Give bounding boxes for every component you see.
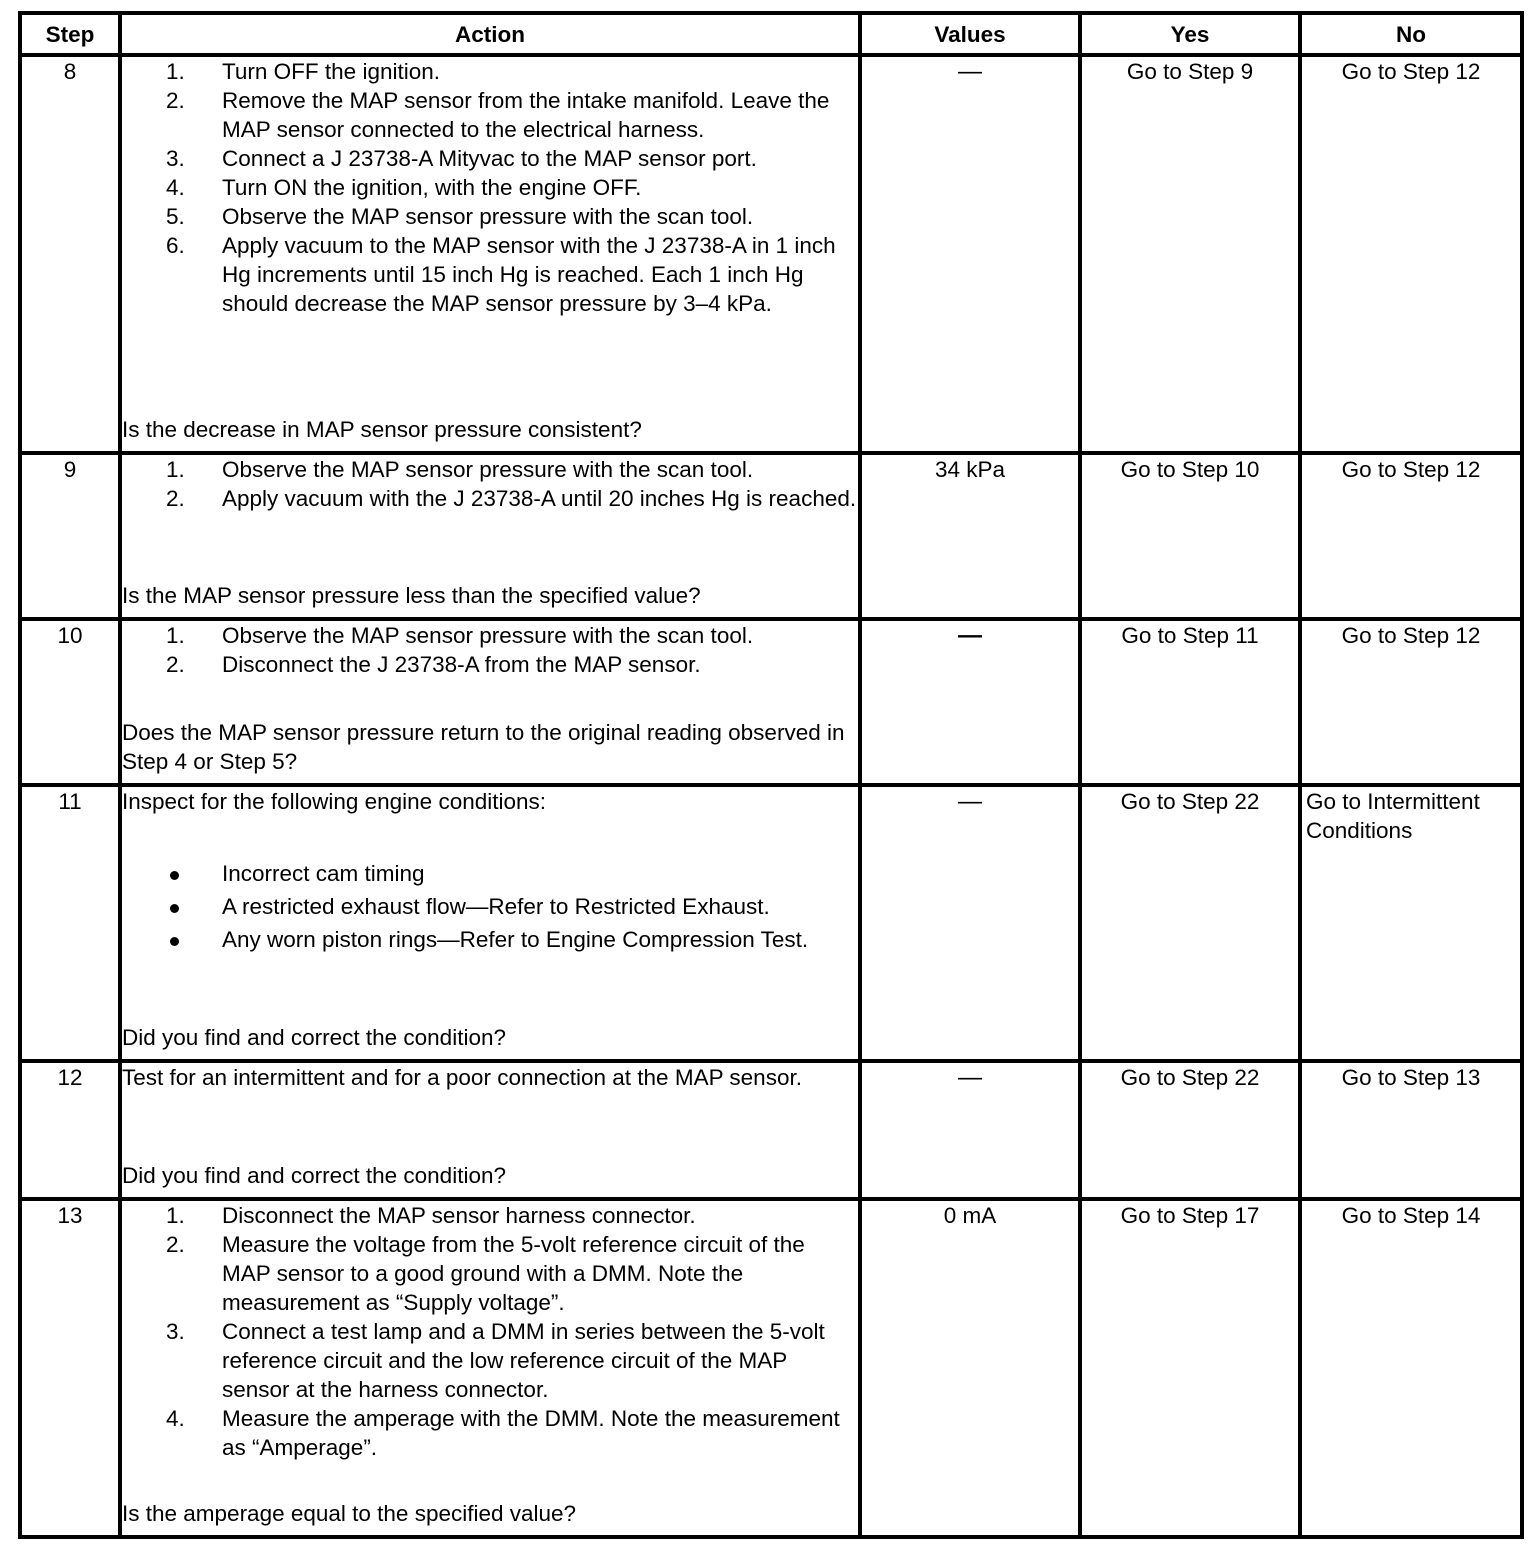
list-item: 6. Apply vacuum to the MAP sensor with the J 23738-A in 1 inch Hg increments until 15 inch Hg is reached. Each 1 inch Hg should decrease the MAP sensor pressure by 3–4 kPa. — [166, 233, 836, 316]
yes-cell: Go to Step 17 — [1080, 1199, 1300, 1537]
list-item: 1. Disconnect the MAP sensor harness connector. — [166, 1203, 696, 1228]
step-number: 9 — [20, 453, 120, 619]
header-yes: Yes — [1080, 13, 1300, 55]
condition-list — [122, 859, 858, 958]
step-number: 8 — [20, 55, 120, 453]
table-row — [20, 785, 1522, 1061]
action-steps — [122, 455, 858, 513]
action-question: Is the amperage equal to the specified value? — [122, 1501, 577, 1526]
list-item: Incorrect cam timing — [122, 859, 858, 888]
list-item: Any worn piston rings—Refer to Engine Compression Test. — [122, 925, 858, 954]
diagnostic-table — [18, 11, 1524, 1539]
table-row — [20, 1199, 1522, 1537]
list-item: 2. Remove the MAP sensor from the intake manifold. Leave the MAP sensor connected to the electrical harness. — [166, 88, 830, 142]
action-question: Did you find and correct the condition? — [122, 1025, 506, 1050]
value-cell: — — [860, 785, 1080, 1061]
table-row — [20, 619, 1522, 785]
no-cell: Go to Step 12 — [1300, 619, 1522, 785]
yes-cell: Go to Step 22 — [1080, 785, 1300, 1061]
action-intro: Inspect for the following engine conditions: — [122, 789, 547, 814]
header-values: Values — [860, 13, 1080, 55]
list-item: 3. Connect a test lamp and a DMM in series between the 5-volt reference circuit and the low reference circuit of the MAP sensor at the harness connector. — [166, 1319, 825, 1402]
value-cell: — — [860, 619, 1080, 785]
action-steps — [122, 57, 858, 318]
table-row — [20, 55, 1522, 453]
bullet-icon — [122, 925, 222, 954]
list-item: 2. Disconnect the J 23738-A from the MAP sensor. — [166, 652, 701, 677]
bullet-icon — [122, 859, 222, 888]
action-cell — [120, 453, 860, 619]
list-item: 2. Measure the voltage from the 5-volt reference circuit of the MAP sensor to a good ground with a DMM. Note the measurement as “Supply voltage”. — [166, 1232, 805, 1315]
step-number: 10 — [20, 619, 120, 785]
list-item: A restricted exhaust flow—Refer to Restricted Exhaust. — [122, 892, 858, 921]
no-cell: Go to Step 14 — [1300, 1199, 1522, 1537]
header-row — [20, 13, 1522, 55]
action-intro: Test for an intermittent and for a poor connection at the MAP sensor. — [122, 1065, 802, 1090]
step-number: 13 — [20, 1199, 120, 1537]
list-item: 4. Measure the amperage with the DMM. Note the measurement as “Amperage”. — [166, 1406, 840, 1460]
action-cell — [120, 1061, 860, 1199]
value-cell: — — [860, 55, 1080, 453]
action-question: Did you find and correct the condition? — [122, 1163, 506, 1188]
action-cell — [120, 785, 860, 1061]
table-row — [20, 1061, 1522, 1199]
yes-cell: Go to Step 9 — [1080, 55, 1300, 453]
no-cell: Go to Intermittent Conditions — [1300, 785, 1522, 1061]
action-cell — [120, 55, 860, 453]
yes-cell: Go to Step 22 — [1080, 1061, 1300, 1199]
header-action: Action — [120, 13, 860, 55]
list-item: 1. Turn OFF the ignition. — [166, 59, 441, 84]
no-cell: Go to Step 13 — [1300, 1061, 1522, 1199]
action-question: Is the decrease in MAP sensor pressure consistent? — [122, 417, 642, 442]
action-cell — [120, 1199, 860, 1537]
list-item: 4. Turn ON the ignition, with the engine OFF. — [166, 175, 642, 200]
header-step: Step — [20, 13, 120, 55]
table-row — [20, 453, 1522, 619]
header-no: No — [1300, 13, 1522, 55]
list-item: 3. Connect a J 23738-A Mityvac to the MAP sensor port. — [166, 146, 757, 171]
list-item: 1. Observe the MAP sensor pressure with the scan tool. — [166, 457, 754, 482]
step-number: 11 — [20, 785, 120, 1061]
value-cell: — — [860, 1061, 1080, 1199]
bullet-icon — [122, 892, 222, 921]
value-cell: 0 mA — [860, 1199, 1080, 1537]
action-question: Is the MAP sensor pressure less than the specified value? — [122, 583, 701, 608]
action-question: Does the MAP sensor pressure return to the original reading observed in Step 4 or Step 5? — [122, 720, 845, 774]
list-item: 1. Observe the MAP sensor pressure with the scan tool. — [166, 623, 754, 648]
no-cell: Go to Step 12 — [1300, 55, 1522, 453]
list-item: 5. Observe the MAP sensor pressure with the scan tool. — [166, 204, 754, 229]
step-number: 12 — [20, 1061, 120, 1199]
yes-cell: Go to Step 10 — [1080, 453, 1300, 619]
no-cell: Go to Step 12 — [1300, 453, 1522, 619]
action-steps — [122, 621, 858, 679]
list-item: 2. Apply vacuum with the J 23738-A until 20 inches Hg is reached. — [166, 486, 857, 511]
action-steps — [122, 1201, 858, 1462]
value-cell: 34 kPa — [860, 453, 1080, 619]
yes-cell: Go to Step 11 — [1080, 619, 1300, 785]
action-cell — [120, 619, 860, 785]
